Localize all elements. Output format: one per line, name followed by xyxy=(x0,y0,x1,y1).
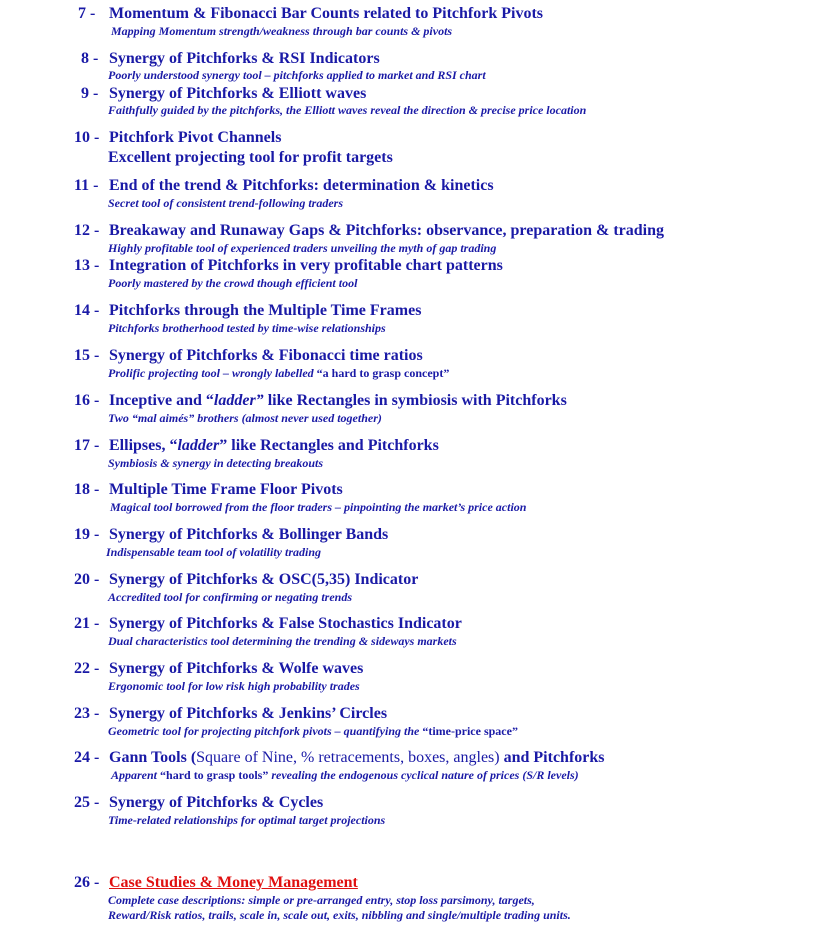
entry-number: 16 - xyxy=(74,392,100,409)
entry-description: Ergonomic tool for low risk high probability trades xyxy=(108,679,360,693)
entry-number: 9 - xyxy=(81,85,99,102)
entry-number: 11 - xyxy=(74,177,99,194)
entry-number: 22 - xyxy=(74,660,100,677)
entry-title: Ellipses, “ladder” like Rectangles and Pitchforks xyxy=(109,437,439,454)
entry-description: Dual characteristics tool determining the trending & sideways markets xyxy=(108,634,457,648)
entry-title: Synergy of Pitchforks & Elliott waves xyxy=(109,85,367,102)
entry-number: 23 - xyxy=(74,705,100,722)
entry-title: Momentum & Fibonacci Bar Counts related to Pitchfork Pivots xyxy=(109,5,544,22)
entry-description: Apparent “hard to grasp tools” revealing the endogenous cyclical nature of prices (S/R levels) xyxy=(111,768,579,782)
entry-description: Accredited tool for confirming or negating trends xyxy=(108,590,353,604)
entry-title-line2: Excellent projecting tool for profit targets xyxy=(108,149,393,166)
entry-title: Pitchfork Pivot Channels xyxy=(109,129,282,146)
entry-title: End of the trend & Pitchforks: determination & kinetics xyxy=(109,177,494,194)
entry-title: Synergy of Pitchforks & Wolfe waves xyxy=(109,660,364,677)
entry-description: Poorly understood synergy tool – pitchforks applied to market and RSI chart xyxy=(108,68,486,82)
entry-title: Synergy of Pitchforks & OSC(5,35) Indicator xyxy=(109,571,419,588)
entry-description: Indispensable team tool of volatility trading xyxy=(106,545,322,559)
entry-number: 8 - xyxy=(81,50,99,67)
entry-number: 10 - xyxy=(74,129,100,146)
entry-description: Time-related relationships for optimal target projections xyxy=(108,813,386,827)
entry-description: Complete case descriptions: simple or pre-arranged entry, stop loss parsimony, targets, xyxy=(108,893,535,907)
entry-title: Synergy of Pitchforks & Fibonacci time ratios xyxy=(109,347,423,364)
entry-number: 7 - xyxy=(78,5,96,22)
entry-title: Synergy of Pitchforks & False Stochastics Indicator xyxy=(109,615,462,632)
entry-number: 20 - xyxy=(74,571,100,588)
entry-description: Secret tool of consistent trend-following traders xyxy=(108,196,344,210)
entry-description: Prolific projecting tool – wrongly labelled “a hard to grasp concept” xyxy=(108,366,450,380)
entry-description-line2: Reward/Risk ratios, trails, scale in, scale out, exits, nibbling and single/multiple trading units. xyxy=(108,908,571,922)
entry-number: 12 - xyxy=(74,222,100,239)
entry-description: Pitchforks brotherhood tested by time-wise relationships xyxy=(108,321,386,335)
entry-title: Inceptive and “ladder” like Rectangles in symbiosis with Pitchforks xyxy=(109,392,567,409)
entry-title: Synergy of Pitchforks & Bollinger Bands xyxy=(109,526,389,543)
entry-title: Synergy of Pitchforks & RSI Indicators xyxy=(109,50,380,67)
entry-number: 25 - xyxy=(74,794,100,811)
entry-title: Breakaway and Runaway Gaps & Pitchforks: observance, preparation & trading xyxy=(109,222,664,239)
case-studies-link[interactable]: Case Studies & Money Management xyxy=(109,874,358,891)
entry-description: Two “mal aimés” brothers (almost never used together) xyxy=(108,411,382,425)
entry-title: Synergy of Pitchforks & Cycles xyxy=(109,794,324,811)
entry-description: Magical tool borrowed from the floor traders – pinpointing the market’s price action xyxy=(110,500,527,514)
entry-number: 19 - xyxy=(74,526,100,543)
entry-number: 18 - xyxy=(74,481,100,498)
entry-description: Symbiosis & synergy in detecting breakouts xyxy=(108,456,324,470)
entry-description: Mapping Momentum strength/weakness through bar counts & pivots xyxy=(111,24,453,38)
entry-description: Poorly mastered by the crowd though efficient tool xyxy=(108,276,358,290)
entry-description: Highly profitable tool of experienced traders unveiling the myth of gap trading xyxy=(108,241,497,255)
entry-number: 24 - xyxy=(74,749,100,766)
entry-number: 26 - xyxy=(74,874,100,891)
entry-title: Pitchforks through the Multiple Time Frames xyxy=(109,302,422,319)
entry-title: Multiple Time Frame Floor Pivots xyxy=(109,481,343,498)
entry-number: 21 - xyxy=(74,615,100,632)
entry-number: 14 - xyxy=(74,302,100,319)
entry-number: 15 - xyxy=(74,347,100,364)
entry-number: 13 - xyxy=(74,257,100,274)
entry-description: Faithfully guided by the pitchforks, the Elliott waves reveal the direction & precise price location xyxy=(108,103,587,117)
entry-title: Gann Tools (Square of Nine, % retracements, boxes, angles) and Pitchforks xyxy=(109,749,605,766)
entry-title: Synergy of Pitchforks & Jenkins’ Circles xyxy=(109,705,388,722)
entry-number: 17 - xyxy=(74,437,100,454)
entry-title: Integration of Pitchforks in very profitable chart patterns xyxy=(109,257,503,274)
entry-description: Geometric tool for projecting pitchfork pivots – quantifying the “time-price space” xyxy=(108,724,518,738)
